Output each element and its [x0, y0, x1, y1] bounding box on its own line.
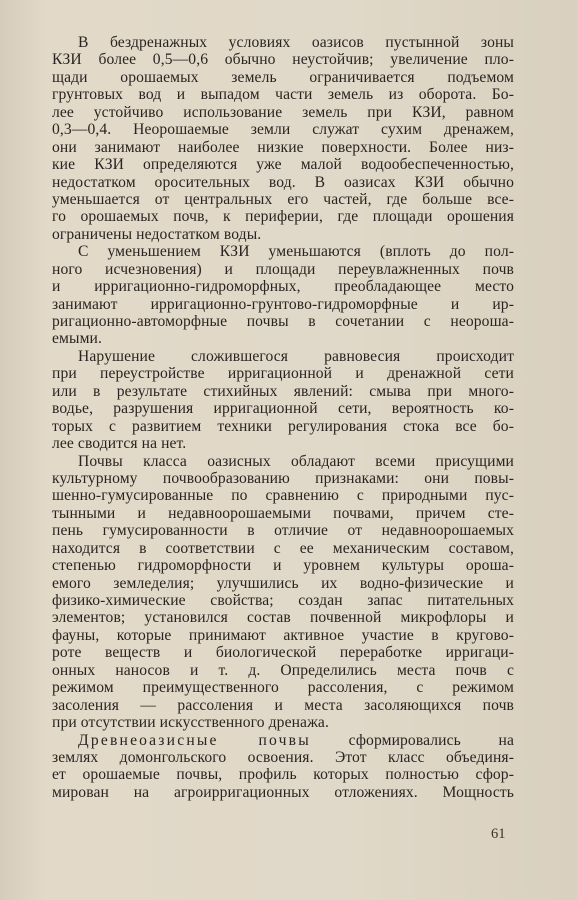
text-line: кие КЗИ определяются уже малой водообеспеченностью, [52, 156, 514, 174]
text-fragment: сформировались на [310, 731, 514, 749]
text-line: находится в соответствии с ее механическим составом, [52, 539, 514, 557]
body-text [52, 34, 514, 801]
text-line: мирован на агроирригационных отложениях. Мощность [52, 783, 514, 801]
text-line: ограничены недостатком воды. [52, 225, 262, 243]
text-line: водье, разрушения ирригационной сети, вероятность ко- [52, 400, 514, 418]
text-line: физико-химические свойства; создан запас питательных [52, 592, 514, 609]
text-line: В бездренажных условиях оазисов пустынной зоны [78, 34, 514, 51]
text-line: элементов; установился состав почвенной микрофлоры и [52, 609, 514, 627]
text-line: ет орошаемые почвы, профиль которых полностью сфор- [52, 766, 514, 784]
text-line: го орошаемых почв, к периферии, где площади орошения [52, 208, 514, 226]
paragraph-5 [52, 732, 514, 802]
paragraph-2 [52, 243, 514, 348]
text-line: лее устойчиво использование земель при КЗИ, равном [52, 103, 514, 121]
text-line: 0,3—0,4. Неорошаемые земли служат сухим дренажем, [52, 121, 514, 139]
text-line: щади орошаемых земель ограничивается подъемом [52, 68, 514, 86]
text-line: емого земледелия; улучшились их водно-физические и [52, 574, 514, 592]
paragraph-4 [52, 453, 514, 732]
text-line: или в результате стихийных явлений: смыва при много- [52, 382, 514, 400]
text-line: ного исчезновения) и площади переувлажненных почв [52, 260, 514, 278]
text-line: КЗИ более 0,5—0,6 обычно неустойчив; увеличение пло- [52, 51, 514, 69]
text-line: торых с развитием техники регулирования стока все бо- [52, 417, 514, 435]
text-line: грунтовых вод и выпадом части земель из оборота. Бо- [52, 86, 514, 104]
text-line: С уменьшением КЗИ уменьшаются (вплоть до пол- [78, 243, 514, 261]
text-line: фауны, которые принимают активное участие в кругово- [52, 626, 514, 644]
text-line: режимом преимущественного рассоления, с режимом [52, 679, 514, 697]
page-number: 61 [491, 826, 506, 842]
text-line: они занимают наиболее низкие поверхности. Более низ- [52, 138, 514, 156]
text-line: уменьшается от центральных его частей, где больше все- [52, 190, 514, 208]
text-line: лее сводится на нет. [52, 435, 187, 453]
text-line: онных наносов и т. д. Определились места почв с [52, 661, 514, 679]
text-line: Нарушение сложившегося равновесия происходит [78, 347, 514, 365]
text-line: пень гумусированности в отличие от недавноорошаемых [52, 522, 514, 540]
text-line: ригационно-автоморфные почвы в сочетании с неороша- [52, 313, 514, 330]
text-line: при отсутствии искусственного дренажа. [52, 714, 329, 732]
text-line: занимают ирригационно-грунтово-гидроморфные и ир- [52, 295, 514, 313]
text-line [52, 732, 514, 749]
text-line: культурному почвообразованию признаками: они повы- [52, 469, 514, 487]
text-line: тынными и недавноорошаемыми почвами, причем сте- [52, 504, 514, 522]
text-line: недостатком оросительных вод. В оазисах КЗИ обычно [52, 173, 514, 191]
text-line: засоления — рассоления и места засоляющихся почв [52, 696, 514, 714]
spaced-term: Древнеоазисные почвы [78, 731, 311, 749]
text-line: землях домонгольского освоения. Этот класс объединя- [52, 748, 514, 766]
paragraph-1 [52, 34, 514, 243]
text-line: емыми. [52, 330, 102, 348]
paragraph-3 [52, 348, 514, 453]
text-line: при переустройстве ирригационной и дренажной сети [52, 365, 514, 383]
text-line: и ирригационно-гидроморфных, преобладающее место [52, 278, 514, 296]
text-line: шенно-гумусированные по сравнению с природными пус- [52, 487, 514, 505]
text-line: Почвы класса оазисных обладают всеми присущими [78, 452, 514, 470]
text-line: степенью гидроморфности и уровнем культуры ороша- [52, 557, 514, 575]
text-line: роте веществ и биологической переработке ирригаци- [52, 644, 514, 662]
